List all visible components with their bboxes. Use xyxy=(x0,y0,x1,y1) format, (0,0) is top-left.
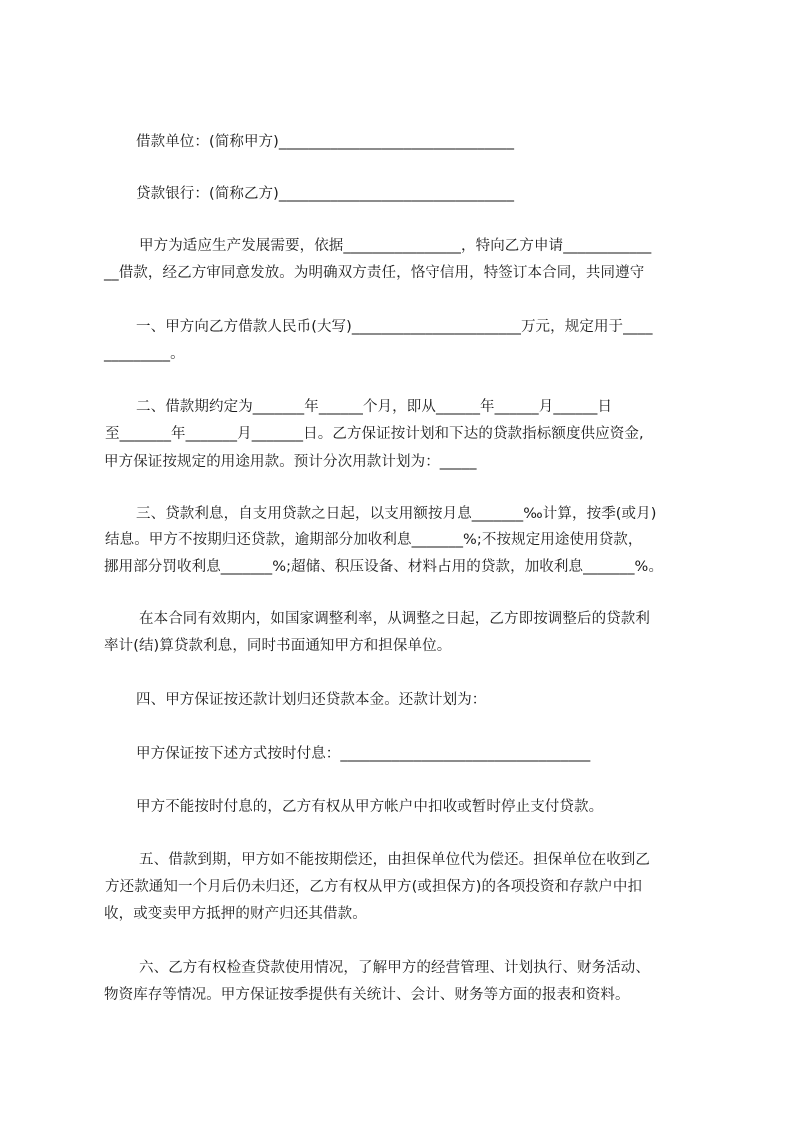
clause5-line-1: 五、借款到期，甲方如不能按期偿还，由担保单位代为偿还。担保单位在收到乙 xyxy=(139,852,650,868)
clause1-line-1: 一、甲方向乙方借款人民币(大写)_______________________万元，规定用于____ xyxy=(136,319,653,335)
intro-line-2: __借款，经乙方审同意发放。为明确双方责任，恪守信用，特签订本合同，共同遵守 xyxy=(104,265,645,281)
clause1-line-2: _________。 xyxy=(104,346,185,362)
lender-line: 贷款银行：(简称乙方)________________________________ xyxy=(136,186,515,202)
intro-line-1: 甲方为适应生产发展需要，依据________________，特向乙方申请____________ xyxy=(139,238,652,254)
borrower-line: 借款单位：(简称甲方)________________________________ xyxy=(136,134,515,150)
interest-default-line: 甲方不能按时付息的，乙方有权从甲方帐户中扣收或暂时停止支付贷款。 xyxy=(136,799,604,815)
clause2-line-3: 甲方保证按规定的用途用款。预计分次用款计划为：_____ xyxy=(104,454,477,470)
clause5-line-2: 方还款通知一个月后仍未归还，乙方有权从甲方(或担保方)的各项投资和存款户中扣 xyxy=(105,879,643,895)
rate-adjust-line-1: 在本合同有效期内，如国家调整利率，从调整之日起，乙方即按调整后的贷款利 xyxy=(139,611,650,627)
clause2-line-1: 二、借款期约定为_______年______个月，即从______年______月______日 xyxy=(136,399,613,415)
interest-method-line: 甲方保证按下述方式按时付息：__________________________________ xyxy=(136,746,591,762)
clause3-line-1: 三、贷款利息，自支用贷款之日起，以支用额按月息_______‰计算，按季(或月) xyxy=(136,506,657,522)
clause6-line-1: 六、乙方有权检查贷款使用情况，了解甲方的经营管理、计划执行、财务活动、 xyxy=(139,960,650,976)
clause3-line-3: 挪用部分罚收利息_______%;超储、积压设备、材料占用的贷款，加收利息_______%。 xyxy=(104,559,664,575)
clause5-line-3: 收，或变卖甲方抵押的财产归还其借款。 xyxy=(104,906,367,922)
clause3-line-2: 结息。甲方不按期归还贷款，逾期部分加收利息_______%;不按规定用途使用贷款， xyxy=(105,532,643,548)
clause4-line: 四、甲方保证按还款计划归还贷款本金。还款计划为： xyxy=(136,692,487,708)
clause2-line-2: 至_______年_______月_______日。乙方保证按计划和下达的贷款指标额度供应资金, xyxy=(105,426,644,442)
clause6-line-2: 物资库存等情况。甲方保证按季提供有关统计、会计、财务等方面的报表和资料。 xyxy=(104,987,630,1003)
rate-adjust-line-2: 率计(结)算贷款利息，同时书面通知甲方和担保单位。 xyxy=(104,638,452,654)
